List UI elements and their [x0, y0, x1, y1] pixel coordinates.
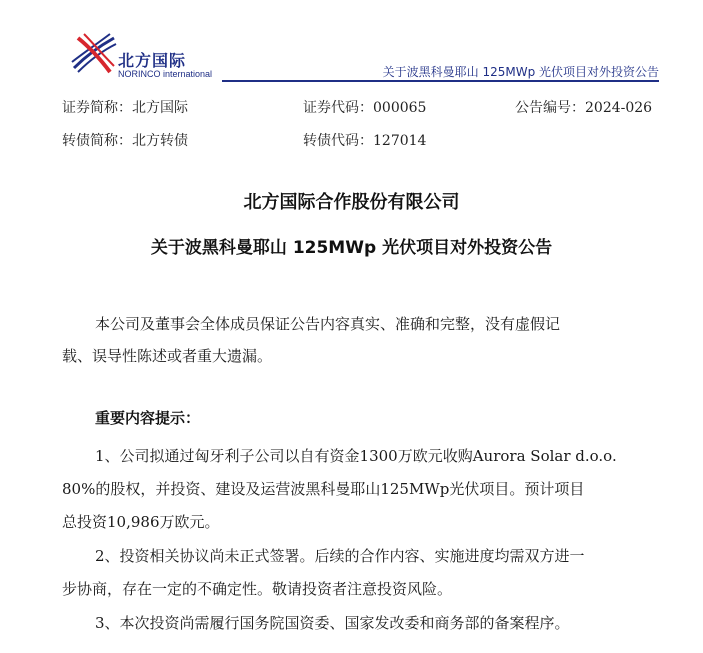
notice-number: 公告编号：2024-026 [515, 100, 653, 116]
bond-short-name: 转债简称：北方转债 [62, 133, 188, 149]
document-title: 关于波黑科曼耶山 125MWp 光伏项目对外投资公告 [150, 238, 553, 258]
highlight-item-1-line: 总投资10,986万欧元。 [62, 513, 220, 531]
statement-line: 本公司及董事会全体成员保证公告内容真实、准确和完整，没有虚假记 [95, 315, 561, 333]
statement-line: 载、误导性陈述或者重大遗漏。 [62, 347, 273, 365]
running-header-title: 关于波黑科曼耶山 125MWp 光伏项目对外投资公告 [382, 65, 659, 79]
logo-name-cn: 北方国际 [118, 51, 187, 70]
security-short-name: 证券简称：北方国际 [62, 100, 188, 116]
company-logo [70, 28, 220, 80]
logo-name-en: NORINCO international [118, 69, 213, 79]
highlight-item-1-line: 1、公司拟通过匈牙利子公司以自有资金1300万欧元收购Aurora Solar d.o.o. [95, 447, 617, 465]
highlight-item-2-line: 步协商，存在一定的不确定性。敬请投资者注意投资风险。 [62, 580, 453, 598]
bond-code: 转债代码：127014 [303, 133, 427, 149]
header-divider [222, 80, 659, 82]
company-name: 北方国际合作股份有限公司 [243, 192, 460, 213]
security-code: 证券代码：000065 [303, 100, 427, 116]
highlight-item-1-line: 80%的股权，并投资、建设及运营波黑科曼耶山125MWp光伏项目。预计项目 [62, 480, 585, 498]
highlights-heading: 重要内容提示： [95, 409, 201, 427]
highlight-item-3-line: 3、本次投资尚需履行国务院国资委、国家发改委和商务部的备案程序。 [95, 614, 570, 632]
norinco-emblem-icon [70, 28, 118, 80]
highlight-item-2-line: 2、投资相关协议尚未正式签署。后续的合作内容、实施进度均需双方进一 [95, 547, 585, 565]
